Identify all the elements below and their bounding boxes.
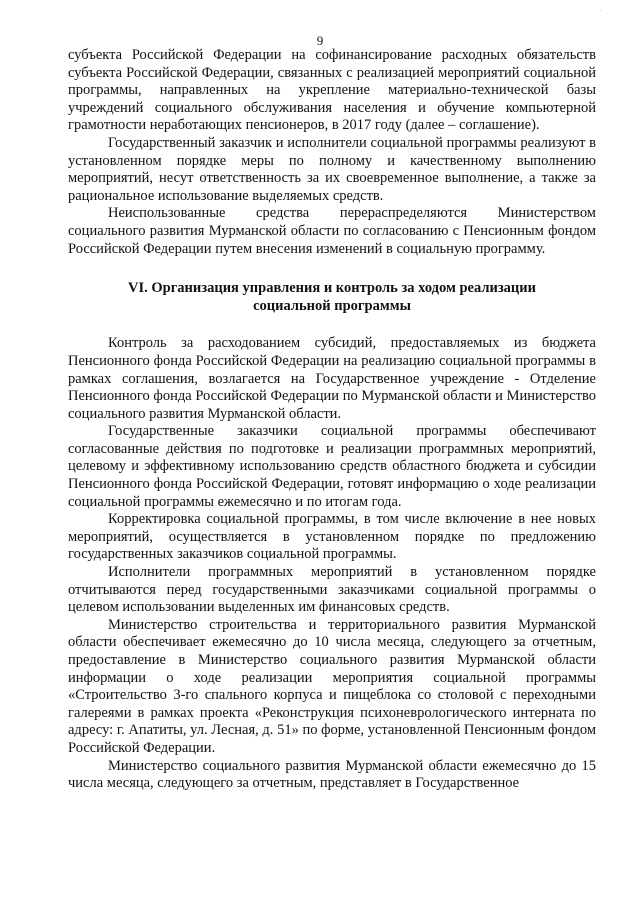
paragraph-customers-executors: Государственный заказчик и исполнители социальной программы реализуют в установленном порядке меры по полному и качественному выполнению мероприятий, несут ответственность за их своевременное выполнение, а также за рациональное использование выделяемых средств.: [68, 134, 596, 204]
paragraph-social-ministry: Министерство социального развития Мурманской области ежемесячно до 15 числа месяца, следующего за отчетным, представляет в Государственное: [68, 757, 596, 792]
scan-mark: ·: [600, 8, 602, 14]
paragraph-unused-funds: Неиспользованные средства перераспределяются Министерством социального развития Мурманской области по согласованию с Пенсионным фондом Российской Федерации путем внесения изменений в социальную программу.: [68, 205, 596, 257]
paragraph-executors-report: Исполнители программных мероприятий в установленном порядке отчитываются перед государственными заказчиками социальной программы о целевом использовании выделенных им финансовых средств.: [68, 564, 596, 616]
section-heading-line-1: VI. Организация управления и контроль за ходом реализации: [128, 280, 536, 297]
section-heading: [68, 280, 596, 315]
paragraph-construction-ministry: Министерство строительства и территориального развития Мурманской области обеспечивает ежемесячно до 10 числа месяца, следующего за отчетным, предоставление в Министерство социального развития Мурманской области информации о ходе реализации мероприятия социальной программы «Строительство 3-го спального корпуса и пищеблока со столовой с переходными галереями в рамках проекта «Реконструкция психоневрологического интерната по адресу: г. Апатиты, ул. Лесная, д. 51» по форме, установленной Пенсионным фондом Российской Федерации.: [68, 616, 596, 756]
section-heading-line-2: социальной программы: [253, 297, 411, 314]
paragraph-agreement: субъекта Российской Федерации на софинансирование расходных обязательств субъекта Российской Федерации, связанных с реализацией мероприятий социальной программы, направленных на укрепление материально-технической базы учреждений социального обслуживания населения и обучение компьютерной грамотности неработающих пенсионеров, в 2017 году (далее – соглашение).: [68, 47, 596, 134]
page-number: 9: [316, 33, 324, 48]
paragraph-state-customers: Государственные заказчики социальной программы обеспечивают согласованные действия по подготовке и реализации программных мероприятий, целевому и эффективному использованию средств областного бюджета и субсидии Пенсионного фонда Российской Федерации, готовят информацию о ходе реализации социальной программы ежемесячно и по итогам года.: [68, 423, 596, 510]
paragraph-adjustment: Корректировка социальной программы, в том числе включение в нее новых мероприятий, осуществляется в установленном порядке по предложению государственных заказчиков социальной программы.: [68, 511, 596, 563]
document-body: [68, 47, 596, 793]
paragraph-control: Контроль за расходованием субсидий, предоставляемых из бюджета Пенсионного фонда Российской Федерации на реализацию социальной программы в рамках соглашения, возлагается на Государственное учреждение - Отделение Пенсионного фонда Российской Федерации по Мурманской области и Министерство социального развития Мурманской области.: [68, 335, 596, 422]
